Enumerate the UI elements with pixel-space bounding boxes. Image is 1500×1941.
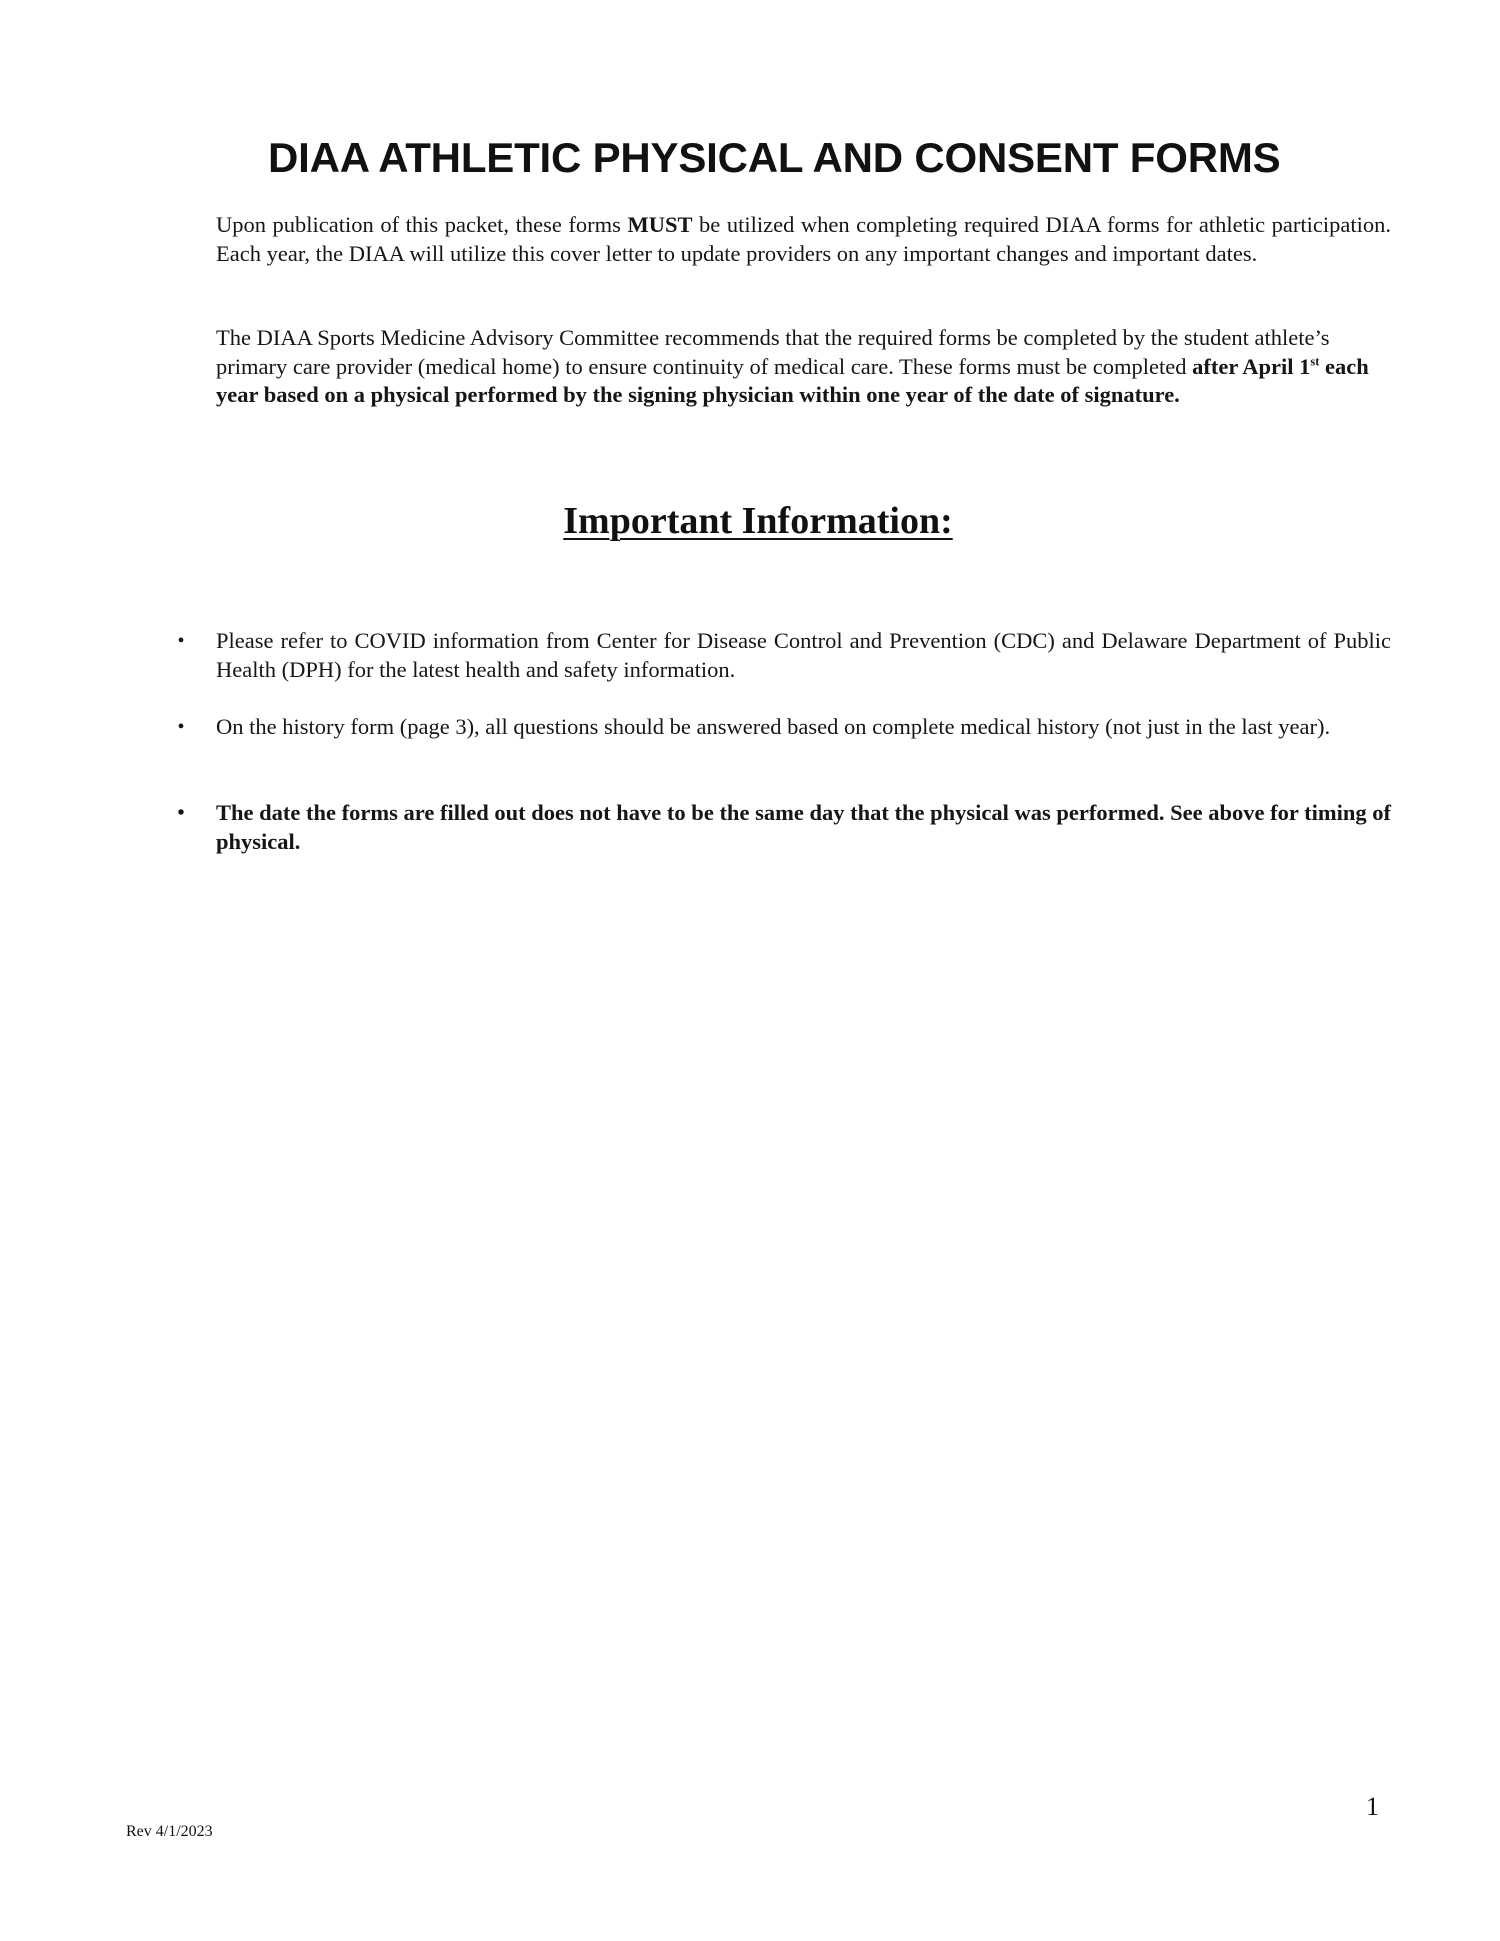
committee-paragraph	[216, 324, 1391, 410]
page-number: 1	[1366, 1792, 1379, 1821]
must-emphasis: MUST	[627, 212, 693, 237]
committee-text: The DIAA Sports Medicine Advisory Committee recommends that the required forms be completed by the student athlete’s primary care provider (medical home) to ensure continuity of medical care. These forms must be completed	[216, 325, 1330, 379]
bullet-icon: •	[177, 802, 185, 824]
bullet-icon: •	[177, 716, 185, 738]
intro-text-end: be utilized when completing required DIAA forms for athletic participation. Each year, the DIAA will utilize this cover letter to update providers on any important changes and important dates.	[216, 212, 1391, 266]
important-information-heading-text: Important Information:	[563, 500, 953, 542]
completion-date-suffix: each year based on a physical performed by the signing physician within one year of the date of signature.	[216, 353, 1369, 407]
list-item	[177, 713, 1391, 742]
bullet-icon: •	[177, 630, 185, 652]
completion-date-prefix: after April 1	[1192, 353, 1311, 379]
completion-date-superscript: st	[1310, 354, 1320, 368]
list-item	[177, 627, 1391, 684]
intro-text-start: Upon publication of this packet, these forms	[216, 212, 628, 237]
document-title: DIAA ATHLETIC PHYSICAL AND CONSENT FORMS	[268, 134, 1281, 181]
intro-paragraph	[216, 211, 1391, 268]
important-information-heading	[0, 497, 1500, 545]
list-item	[177, 799, 1391, 856]
covid-information-text: Please refer to COVID information from Center for Disease Control and Prevention (CDC) and Delaware Department of Public Health (DPH) for the latest health and safety information.	[216, 628, 1391, 682]
form-date-text: The date the forms are filled out does not have to be the same day that the physical was performed. See above for timing of physical.	[216, 800, 1391, 854]
revision-date: Rev 4/1/2023	[126, 1823, 213, 1840]
history-form-text: On the history form (page 3), all questions should be answered based on complete medical history (not just in the last year).	[216, 714, 1331, 739]
